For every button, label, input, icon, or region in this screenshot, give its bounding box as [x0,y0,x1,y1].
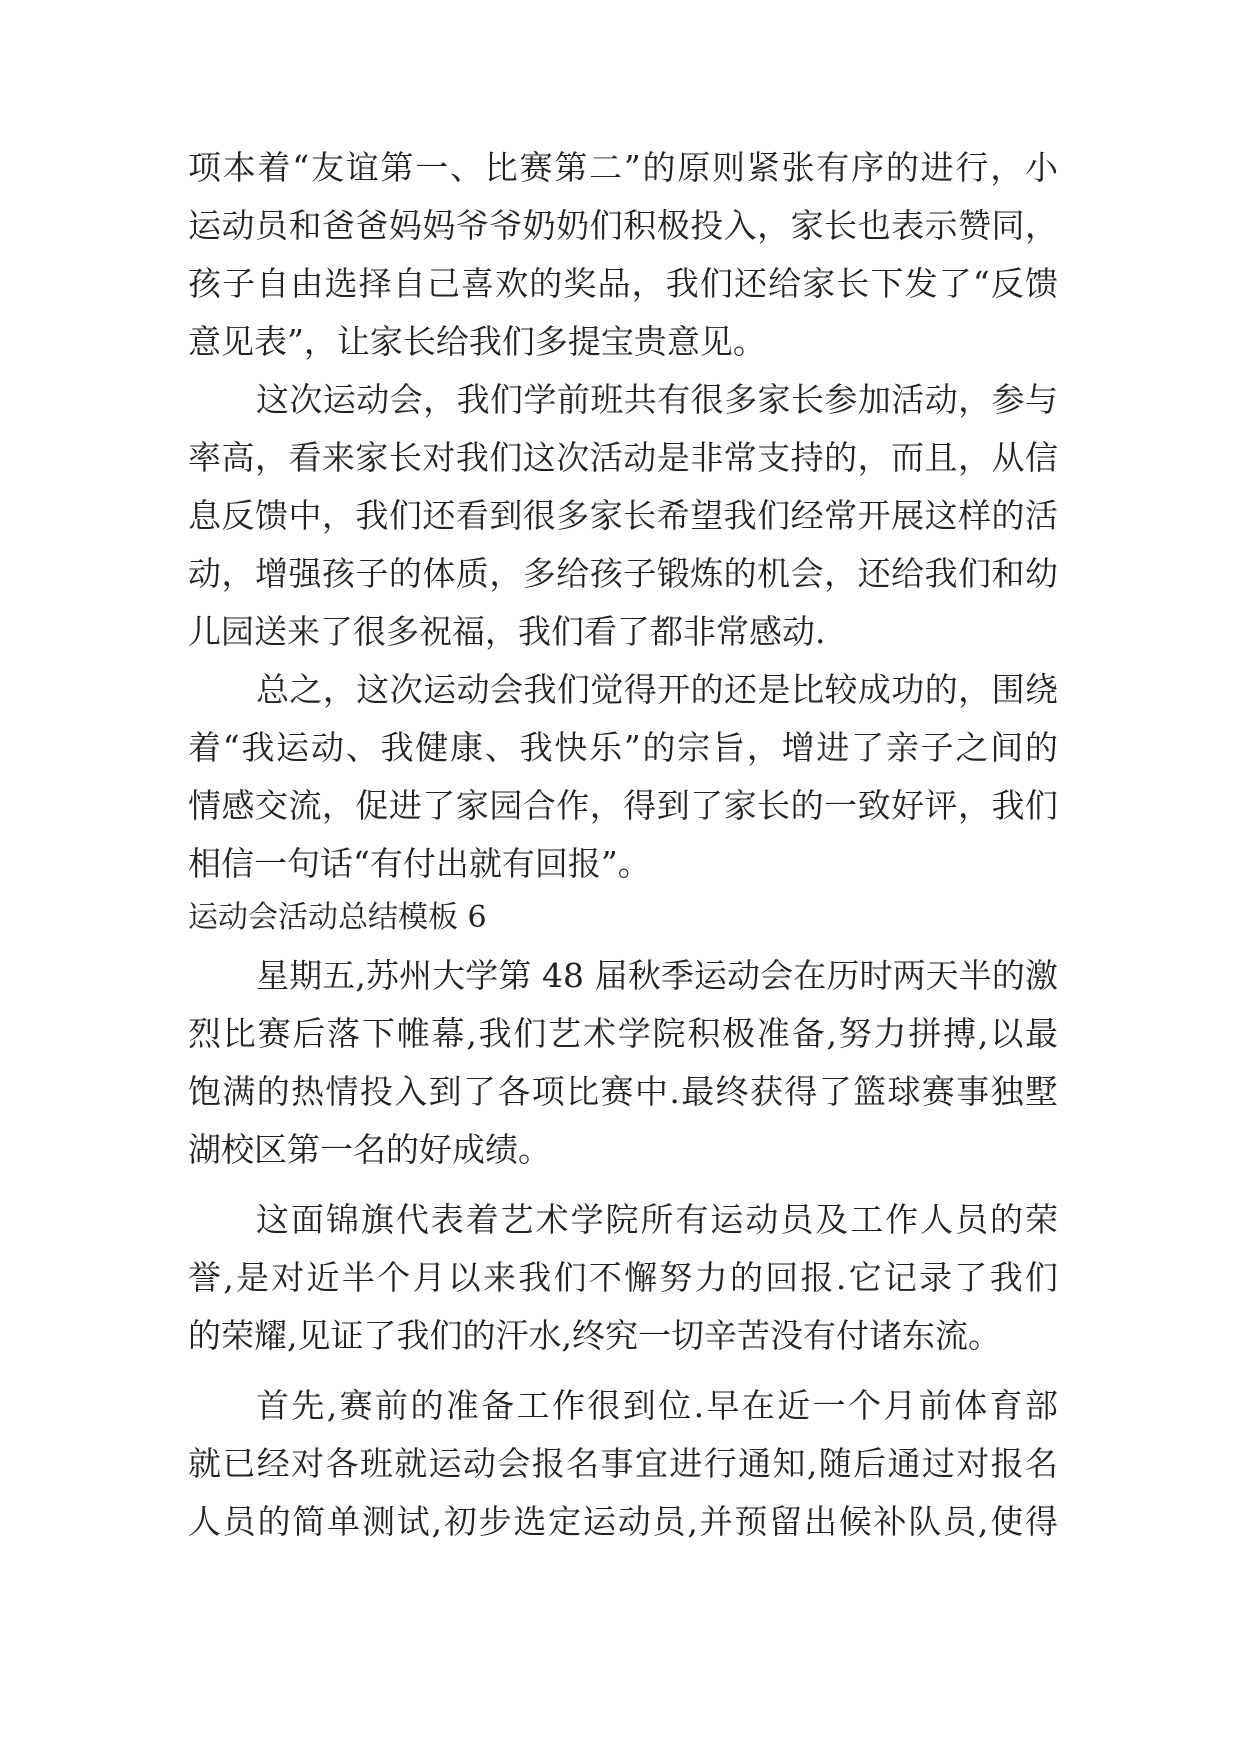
text-line: 首先,赛前的准备工作很到位.早在近一个月前体育部 [256,1386,1058,1425]
text-line: 这面锦旗代表着艺术学院所有运动员及工作人员的荣 [256,1200,1058,1239]
text-line: 项本着“友谊第一、比赛第二”的原则紧张有序的进行，小 [188,148,1058,187]
text-line: 情感交流，促进了家园合作，得到了家长的一致好评，我们 [188,786,1058,825]
text-line: 总之，这次运动会我们觉得开的还是比较成功的，围绕 [256,670,1058,709]
text-line: 动，增强孩子的体质，多给孩子锻炼的机会，还给我们和幼 [188,554,1058,593]
text-line: 的荣耀,见证了我们的汗水,终究一切辛苦没有付诸东流。 [188,1316,1001,1355]
text-line: 烈比赛后落下帷幕,我们艺术学院积极准备,努力拼搏,以最 [188,1014,1058,1053]
section-heading: 运动会活动总结模板 6 [188,900,487,935]
text-line: 人员的简单测试,初步选定运动员,并预留出候补队员,使得 [188,1502,1058,1541]
text-line: 率高，看来家长对我们这次活动是非常支持的，而且，从信 [188,438,1058,477]
text-line: 运动员和爸爸妈妈爷爷奶奶们积极投入，家长也表示赞同， [188,206,1058,245]
text-line: 意见表”，让家长给我们多提宝贵意见。 [188,322,766,361]
text-line: 就已经对各班就运动会报名事宜进行通知,随后通过对报名 [188,1444,1058,1483]
text-line: 着“我运动、我健康、我快乐”的宗旨，增进了亲子之间的 [188,728,1058,767]
text-line: 湖校区第一名的好成绩。 [188,1130,551,1169]
text-line: 孩子自由选择自己喜欢的奖品，我们还给家长下发了“反馈 [188,264,1058,303]
text-line: 儿园送来了很多祝福，我们看了都非常感动. [188,612,826,651]
text-line: 息反馈中，我们还看到很多家长希望我们经常开展这样的活 [188,496,1058,535]
text-line: 星期五,苏州大学第 48 届秋季运动会在历时两天半的激 [256,956,1058,995]
text-line: 相信一句话“有付出就有回报”。 [188,844,651,883]
text-line: 这次运动会，我们学前班共有很多家长参加活动，参与 [256,380,1058,419]
text-line: 誉,是对近半个月以来我们不懈努力的回报.它记录了我们 [188,1258,1058,1297]
text-line: 饱满的热情投入到了各项比赛中.最终获得了篮球赛事独墅 [188,1072,1058,1111]
